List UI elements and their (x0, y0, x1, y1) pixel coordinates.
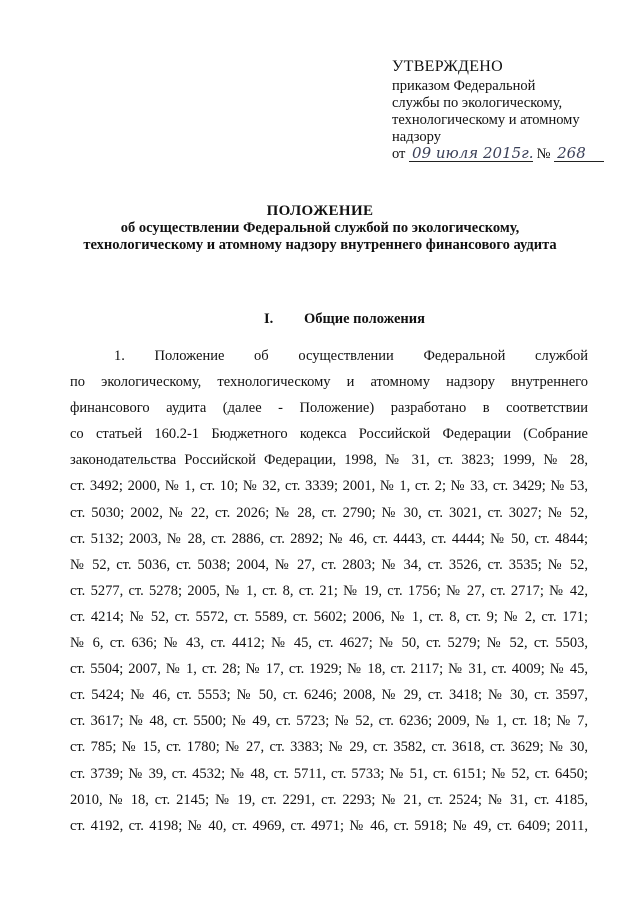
date-prefix: от (392, 146, 406, 162)
body-line: ст. 4192, ст. 4198; № 40, ст. 4969, ст. 4971; № 46, ст. 5918; № 49, ст. 6409; 2011, (70, 817, 588, 834)
approved-title: УТВЕРЖДЕНО (392, 58, 504, 75)
body-line: ст. 5030; 2002, № 22, ст. 2026; № 28, ст. 2790; № 30, ст. 3021, ст. 3027; № 52, (70, 504, 588, 521)
order-date-number-line (392, 145, 632, 163)
section-number: I. (264, 311, 274, 327)
number-prefix: № (536, 146, 551, 162)
body-line: ст. 3492; 2000, № 1, ст. 10; № 32, ст. 3339; 2001, № 1, ст. 2; № 33, ст. 3429; № 53, (70, 478, 588, 495)
document-subtitle-line: технологическому и атомному надзору внутреннего финансового аудита (83, 237, 557, 253)
body-line: 1. Положение об осуществлении Федеральной службой (114, 348, 588, 364)
approval-line: службы по экологическому, (392, 95, 563, 111)
document-subtitle-line: об осуществлении Федеральной службой по экологическому, (120, 220, 520, 236)
body-line: финансового аудита (далее - Положение) разработано в соответствии (70, 400, 588, 417)
body-line: по экологическому, технологическому и атомному надзору внутреннего (70, 374, 588, 391)
body-line: ст. 785; № 15, ст. 1780; № 27, ст. 3383; № 29, ст. 3582, ст. 3618, ст. 3629; № 30, (70, 739, 588, 756)
document-title: ПОЛОЖЕНИЕ (266, 203, 374, 219)
body-line: со статьей 160.2-1 Бюджетного кодекса Российской Федерации (Собрание (70, 426, 588, 443)
body-line: ст. 5424; № 46, ст. 5553; № 50, ст. 6246; 2008, № 29, ст. 3418; № 30, ст. 3597, (70, 687, 588, 704)
approval-stamp-block (392, 58, 632, 163)
body-paragraph (70, 348, 588, 844)
body-line: № 52, ст. 5036, ст. 5038; 2004, № 27, ст. 2803; № 34, ст. 3526, ст. 3535; № 52, (70, 556, 588, 573)
body-line: ст. 5504; 2007, № 1, ст. 28; № 17, ст. 1929; № 18, ст. 2117; № 31, ст. 4009; № 45, (70, 661, 588, 678)
approval-line: приказом Федеральной (392, 78, 536, 94)
body-line: ст. 5132; 2003, № 28, ст. 2886, ст. 2892; № 46, ст. 4443, ст. 4444; № 50, ст. 4844; (70, 530, 588, 547)
handwritten-order-date: 09 июля 2015г. (409, 145, 533, 162)
body-line: 2010, № 18, ст. 2145; № 19, ст. 2291, ст. 2293; № 21, ст. 2524; № 31, ст. 4185, (70, 791, 588, 808)
body-line: ст. 3739; № 39, ст. 4532; № 48, ст. 5711, ст. 5733; № 51, ст. 6151; № 52, ст. 6450; (70, 765, 588, 782)
handwritten-order-number: 268 (554, 145, 604, 162)
body-line: законодательства Российской Федерации, 1998, № 31, ст. 3823; 1999, № 28, (70, 452, 588, 469)
body-line: ст. 4214; № 52, ст. 5572, ст. 5589, ст. 5602; 2006, № 1, ст. 8, ст. 9; № 2, ст. 171; (70, 608, 588, 625)
section-title: Общие положения (304, 311, 425, 327)
approval-line: технологическому и атомному (392, 112, 580, 128)
body-line: № 6, ст. 636; № 43, ст. 4412; № 45, ст. 4627; № 50, ст. 5279; № 52, ст. 5503, (70, 635, 588, 652)
body-line: ст. 5277, ст. 5278; 2005, № 1, ст. 8, ст. 21; № 19, ст. 1756; № 27, ст. 2717; № 42, (70, 582, 588, 599)
document-title-block (60, 203, 580, 254)
body-line: ст. 3617; № 48, ст. 5500; № 49, ст. 5723; № 52, ст. 6236; 2009, № 1, ст. 18; № 7, (70, 713, 588, 730)
section-heading (264, 311, 425, 328)
approval-line: надзору (392, 129, 441, 145)
